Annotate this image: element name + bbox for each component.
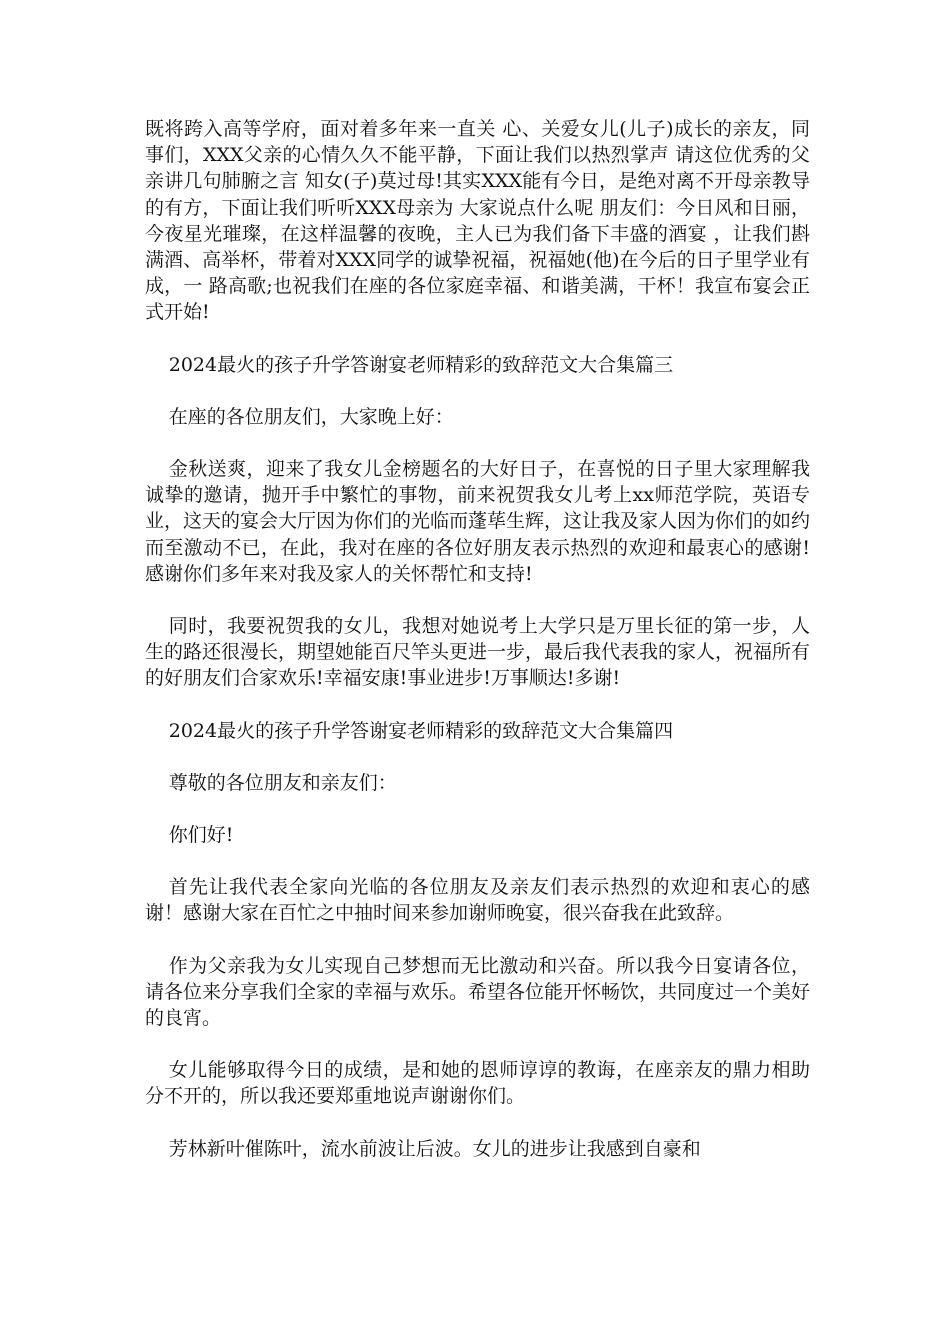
paragraph-progress: 芳林新叶催陈叶，流水前波让后波。女儿的进步让我感到自豪和 bbox=[168, 1137, 701, 1160]
paragraph-welcome: 首先让我代表全家向光临的各位朋友及亲友们表示热烈的欢迎和衷心的感谢！感谢大家在百忙之中抽时间来参加谢师晚宴，很兴奋我在此致辞。 bbox=[145, 876, 810, 925]
paragraph-teacher-thanks: 女儿能够取得今日的成绩，是和她的恩师谆谆的教诲，在座亲友的鼎力相助分不开的，所以我还要郑重地说声谢谢你们。 bbox=[145, 1059, 810, 1108]
section-heading-part-four: 2024最火的孩子升学答谢宴老师精彩的致辞范文大合集篇四 bbox=[168, 719, 674, 742]
paragraph-hello: 你们好! bbox=[168, 824, 234, 847]
section-heading-part-three: 2024最火的孩子升学答谢宴老师精彩的致辞范文大合集篇三 bbox=[168, 353, 674, 376]
paragraph-greeting: 在座的各位朋友们，大家晚上好： bbox=[168, 405, 454, 428]
paragraph-salutation: 尊敬的各位朋友和亲友们： bbox=[168, 771, 397, 794]
paragraph-banquet-opening: 既将跨入高等学府，面对着多年来一直关 心、关爱女儿(儿子)成长的亲友，同事们，XXX父亲的心情久久不能平静，下面让我们以热烈掌声 请这位优秀的父亲讲几句肺腑之言 知女(子)莫过母!其实XXX能有今日，是绝对离不开母亲教导的有方，下面让我们听听XXX母亲为 大家说点什么呢 朋友们：今日风和日丽，今夜星光璀璨，在这样温馨的夜晚，主人已为我们备下丰盛的酒宴 ，让我们斟满酒、高举杯，带着对XXX同学的诚挚祝福，祝福她(他)在今后的日子里学业有成，一 路高歌;也祝我们在座的各位家庭幸福、和谐美满，干杯！我宣布宴会正式开始! bbox=[145, 118, 810, 324]
paragraph-congratulate-daughter: 同时，我要祝贺我的女儿，我想对她说考上大学只是万里长征的第一步，人生的路还很漫长，期望她能百尺竿头更进一步，最后我代表我的家人，祝福所有的好朋友们合家欢乐!幸福安康!事业进步!万事顺达!多谢! bbox=[145, 615, 811, 690]
paragraph-autumn-thanks: 金秋送爽，迎来了我女儿金榜题名的大好日子，在喜悦的日子里大家理解我诚挚的邀请，抛开手中繁忙的事物，前来祝贺我女儿考上xx师范学院，英语专业，这天的宴会大厅因为你们的光临而蓬荜生辉，这让我及家人因为你们的如约而至激动不已，在此，我对在座的各位好朋友表示热烈的欢迎和最衷心的感谢!感谢你们多年来对我及家人的关怀帮忙和支持! bbox=[145, 458, 811, 585]
document-body bbox=[145, 116, 810, 1188]
paragraph-father-pride: 作为父亲我为女儿实现自己梦想而无比激动和兴奋。所以我今日宴请各位，请各位来分享我们全家的幸福与欢乐。希望各位能开怀畅饮，共同度过一个美好的良宵。 bbox=[145, 954, 811, 1030]
